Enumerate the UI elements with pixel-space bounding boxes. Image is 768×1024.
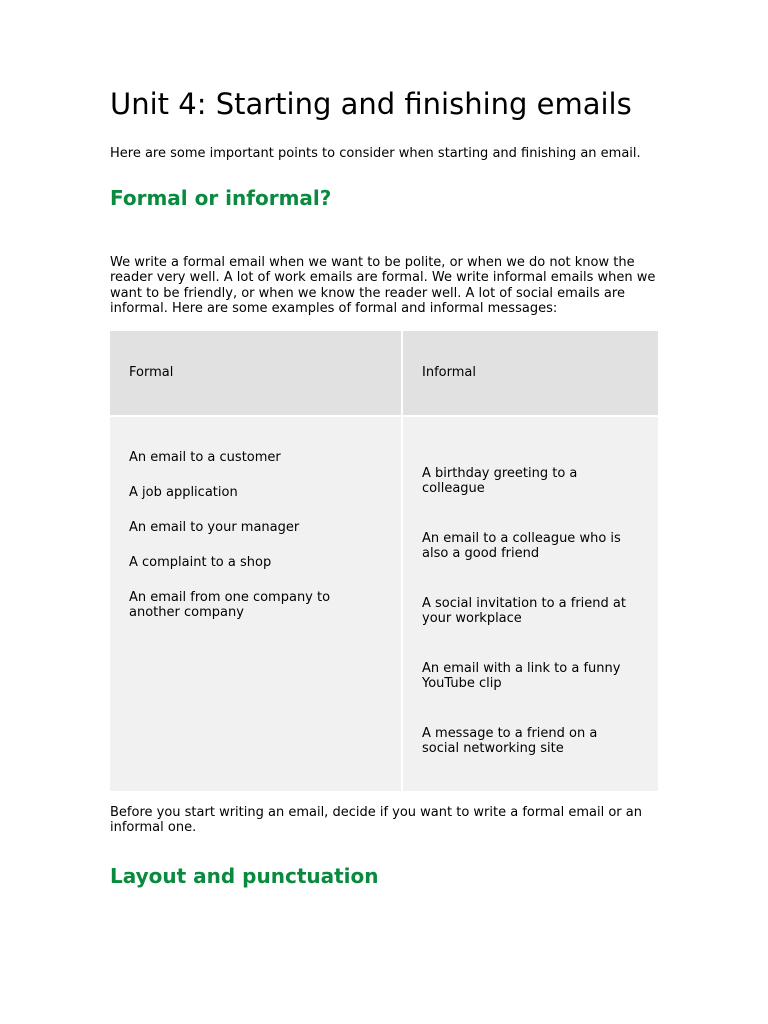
intro-paragraph: Here are some important points to consider when starting and finishing an email. xyxy=(110,146,641,161)
list-item: An email to your manager xyxy=(129,519,300,535)
section-heading-formal-informal: Formal or informal? xyxy=(110,185,332,210)
list-item: An email to a customer xyxy=(129,449,281,465)
formal-informal-paragraph: We write a formal email when we want to be polite, or when we do not know the reader very well. A lot of work emails are formal. We write informal emails when we want to be friendly, or when we know the reader well. A lot of social emails are informal. Here are some examples of formal and informal messages: xyxy=(110,254,656,316)
list-item: A social invitation to a friend at your workplace xyxy=(422,595,626,626)
table-header-formal: Formal xyxy=(110,331,403,417)
list-item: A birthday greeting to a colleague xyxy=(422,465,578,496)
list-item: A job application xyxy=(129,484,238,500)
document-page xyxy=(110,86,658,888)
page-title: Unit 4: Starting and finishing emails xyxy=(110,87,632,121)
list-item: An email with a link to a funny YouTube clip xyxy=(422,660,621,691)
list-item: An email to a colleague who is also a good friend xyxy=(422,530,621,561)
section-heading-layout-punctuation: Layout and punctuation xyxy=(110,863,379,888)
formal-informal-table xyxy=(110,331,658,791)
after-table-paragraph: Before you start writing an email, decide if you want to write a formal email or an informal one. xyxy=(110,804,642,835)
list-item: A complaint to a shop xyxy=(129,554,272,570)
table-header-informal: Informal xyxy=(403,331,658,417)
informal-column xyxy=(403,417,658,791)
list-item: An email from one company to another company xyxy=(129,589,331,620)
list-item: A message to a friend on a social networking site xyxy=(422,725,598,756)
table-header-row xyxy=(110,331,658,417)
informal-list xyxy=(422,417,658,757)
table-body-row xyxy=(110,417,658,791)
formal-list xyxy=(129,417,401,621)
formal-column xyxy=(110,417,403,791)
